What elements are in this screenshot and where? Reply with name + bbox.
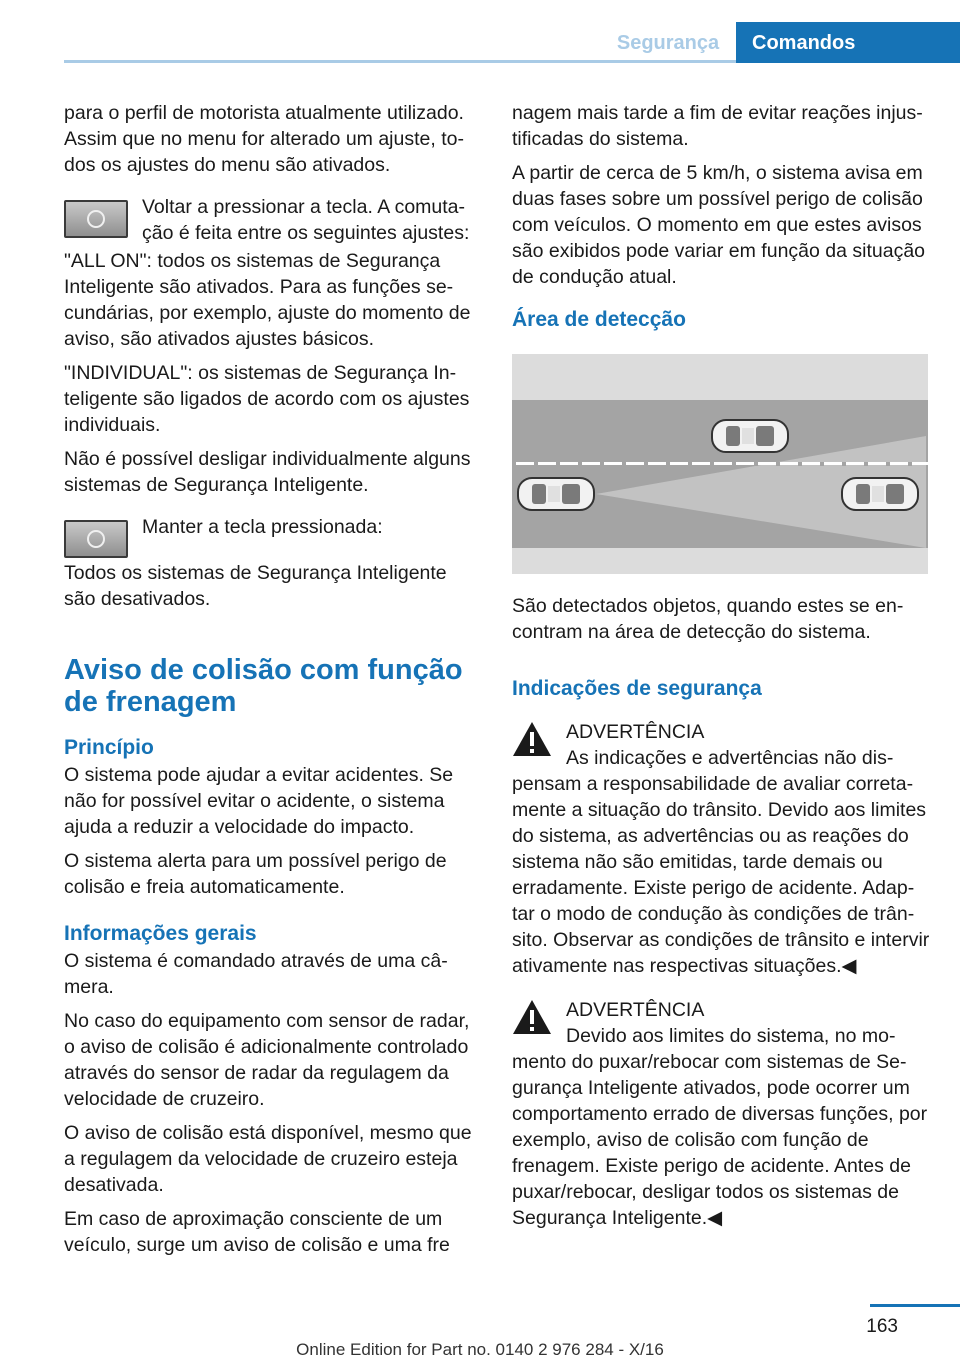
section-tab: Segurança [616,32,720,54]
paragraph: Em caso de aproximação consciente de um veículo, surge um aviso de colisão e uma fre [64,1208,450,1256]
paragraph: O sistema é comandado através de uma câmera. [64,950,448,998]
button-instruction [64,514,482,558]
paragraph: O aviso de colisão está disponível, mesmo que a regulagem da velocidade de cruzeiro esteja desativada. [64,1122,472,1196]
warning-title: ADVERTÊNCIA [566,721,705,743]
footer-rule [870,1304,960,1307]
paragraph: nagem mais tarde a fim de evitar reações injustificadas do sistema. [512,102,923,150]
paragraph: Todos os sistemas de Segurança Inteligente são desativados. [64,562,447,610]
paragraph: No caso do equipamento com sensor de radar, o aviso de colisão é adicionalmente controlado através do sensor de radar da regulagem da velocidade de cruzeiro. [64,1010,470,1110]
chapter-heading: Aviso de colisão com função de frenagem [64,654,463,718]
warning-triangle-icon [512,721,552,757]
paragraph: para o perfil de motorista atualmente utilizado. Assim que no menu for alterado um ajuste, todos os ajustes do menu são ativados. [64,102,464,176]
section-heading: Indicações de segurança [512,677,762,700]
edition-footer: Online Edition for Part no. 0140 2 976 284 - X/16 [296,1340,664,1359]
car-icon [712,420,788,452]
paragraph: "ALL ON": todos os sistemas de Segurança Inteligente são ativados. Para as funções secundárias, por exemplo, ajuste do momento de aviso, são ativados ajustes básicos. [64,250,471,350]
section-heading: Informações gerais [64,922,257,945]
car-icon [842,478,918,510]
driver-assistance-button-icon [64,520,128,558]
warning-block [512,997,930,1231]
left-column [64,100,482,1266]
paragraph: São detectados objetos, quando estes se encontram na área de detecção do sistema. [512,595,904,643]
button-instruction-text: Manter a tecla pressionada: [142,516,383,538]
paragraph: O sistema alerta para um possível perigo de colisão e freia automaticamente. [64,850,447,898]
section-heading: Princípio [64,736,154,759]
button-instruction-text: Voltar a pressionar a tecla. A comutação é feita entre os seguintes ajustes: [142,196,470,244]
warning-block [512,719,930,979]
chapter-tab: Comandos [736,22,960,63]
page-number: 163 [866,1316,898,1337]
button-instruction [64,194,482,246]
paragraph: "INDIVIDUAL": os sistemas de Segurança Inteligente são ligados de acordo com os ajustes individuais. [64,362,470,436]
car-icon [518,478,594,510]
right-column [512,100,930,1239]
paragraph: O sistema pode ajudar a evitar acidentes. Se não for possível evitar o acidente, o sistema ajuda a reduzir a velocidade do impacto. [64,764,454,838]
detection-area-illustration [512,354,928,574]
paragraph: A partir de cerca de 5 km/h, o sistema avisa em duas fases sobre um possível perigo de colisão com veículos. O momento em que estes avisos são exibidos pode variar em função da situação de condução atual. [512,162,926,288]
warning-text: As indicações e advertências não dispensam a responsabilidade de avaliar corretamente a situação do trânsito. Devido aos limites do sistema, as advertências ou as reações do sistema não são emitidas, tarde demais ou erradamente. Existe perigo de acidente. Adaptar o modo de condução às condições de trânsito. Observar as condições de trânsito e intervir ativamente nas respectivas situações.◀ [512,747,930,977]
warning-title: ADVERTÊNCIA [566,999,705,1021]
section-heading: Área de detecção [512,308,686,331]
warning-triangle-icon [512,999,552,1035]
driver-assistance-button-icon [64,200,128,238]
paragraph: Não é possível desligar individualmente alguns sistemas de Segurança Inteligente. [64,448,471,496]
warning-text: Devido aos limites do sistema, no momento do puxar/rebocar com sistemas de Segurança Inteligente ativados, pode ocorrer um comportamento errado de diversas funções, por exemplo, aviso de colisão com função de frenagem. Existe perigo de acidente. Antes de puxar/rebocar, desligar todos os sistemas de Segurança Inteligente.◀ [512,1025,928,1229]
